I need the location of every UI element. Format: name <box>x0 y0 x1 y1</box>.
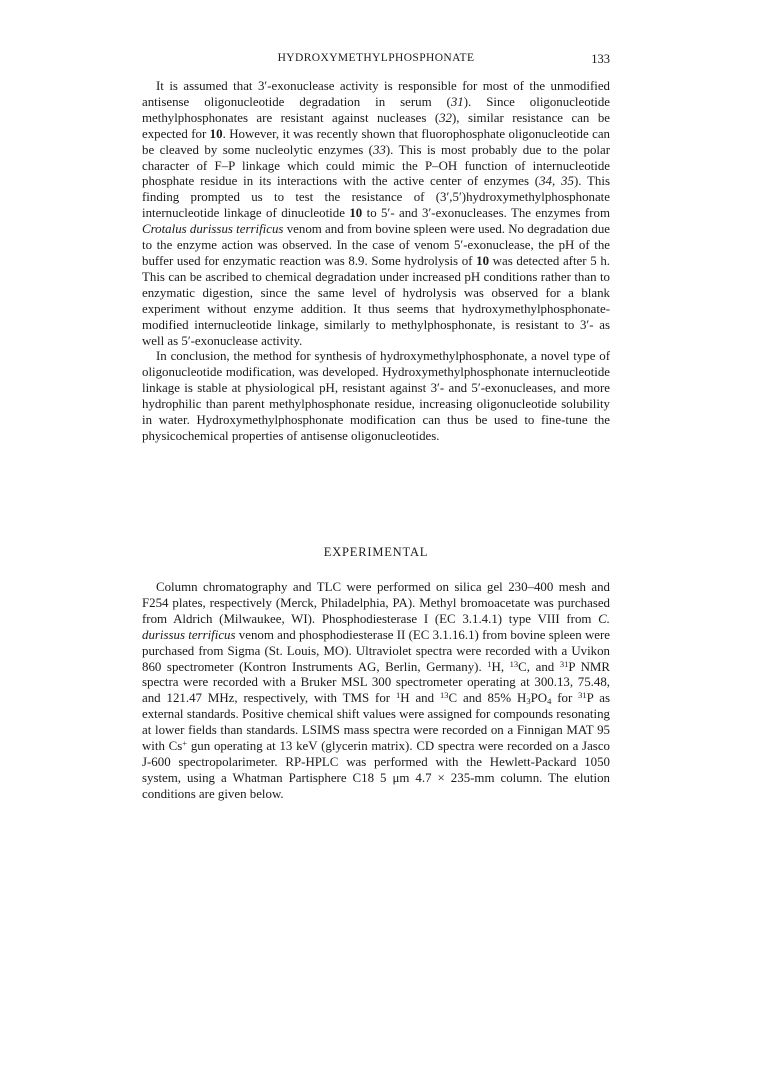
ion-charge: + <box>182 738 188 749</box>
text-run: H and <box>400 691 440 706</box>
reference: 31 <box>450 94 464 109</box>
text-run: C, and <box>518 659 560 674</box>
text-run: C and 85% H <box>448 691 527 706</box>
species-name: Crotalus durissus terrificus <box>142 222 284 237</box>
text-run: ). This is most probably due to the polar character of F–P linkage which could mimic the P–OH function of internucleotide phosphate residue in its interactions with the active center of enzymes ( <box>142 142 610 189</box>
reference: 34, 35 <box>539 174 574 189</box>
text-run: was detected after 5 h. This can be ascribed to chemical degradation under increased pH conditions rather than to enzymatic digestion, since the same level of hydrolysis was observed for a blank experiment without enzyme addition. It thus seems that hydroxymethylphosphonate-modified internucleotide linkage, similarly to methylphosphonate, is resistant to 3′- as well as 5′-exonuclease activity. <box>142 253 610 348</box>
isotope-mass: 13 <box>439 690 449 701</box>
paragraph-nuclease-resistance <box>142 79 610 349</box>
text-run: It is assumed that 3′-exonuclease activity is responsible for most of the unmodified antisense oligonucleotide degradation in serum ( <box>142 79 610 109</box>
text-run: for <box>551 691 579 706</box>
text-run: Column chromatography and TLC were performed on silica gel 230–400 mesh and F254 plates, respectively (Merck, Philadelphia, PA). Methyl bromoacetate was purchased from Aldrich (Milwaukee, WI). Phosphodiesterase I (EC 3.1.4.1) type VIII from <box>142 580 610 626</box>
reference: 33 <box>372 142 386 157</box>
text-run: ), similar resistance can be expected for <box>142 110 610 141</box>
text-run: ). Since oligonucleotide methylphosphonates are resistant against nucleases ( <box>142 94 610 125</box>
text-run: P as external standards. Positive chemical shift values were assigned for compounds resonating at lower fields than standards. LSIMS mass spectra were recorded on a Finnigan MAT 95 with Cs <box>142 691 610 754</box>
text-run: gun operating at 13 keV (glycerin matrix). CD spectra were recorded on a Jasco J-600 spectropolarimeter. RP-HPLC was performed with the Hewlett-Packard 1050 system, using a Whatman Partisphere C18 5 μm 4.7 × 235-mm column. The elution conditions are given below. <box>142 739 610 801</box>
running-header <box>142 52 610 72</box>
experimental-text <box>142 580 610 803</box>
paragraph-experimental <box>142 580 610 803</box>
reference: 32 <box>439 110 452 125</box>
text-run: venom and from bovine spleen were used. No degradation due to the enzyme action was observed. In the case of venom 5′-exonuclease, the pH of the buffer used for enzymatic reaction was 8.9. Some hydrolysis of <box>142 222 610 268</box>
text-run: ). This finding prompted us to test the resistance of (3′,5′)hydroxymethylphosphonate internucleotide linkage of dinucleotide <box>142 174 610 221</box>
species-name: C. durissus terrificus <box>142 611 610 642</box>
isotope-mass: 1 <box>395 690 401 701</box>
text-run: P NMR spectra were recorded with a Bruker MSL 300 spectrometer operating at 300.13, 75.48, and 121.47 MHz, respectively, with TMS for <box>142 659 610 706</box>
page-number: 133 <box>591 52 610 66</box>
section-heading-experimental: EXPERIMENTAL <box>323 545 429 559</box>
text-run: venom and phosphodiesterase II (EC 3.1.16.1) from bovine spleen were purchased from Sigma (St. Louis, MO). Ultraviolet spectra were recorded with a Uvikon 860 spectrometer (Kontron Instruments AG, Berlin, Germany). <box>142 627 610 674</box>
subscript: 4 <box>547 696 552 707</box>
isotope-mass: 13 <box>509 658 519 669</box>
compound-number: 10 <box>349 206 363 221</box>
text-run: . However, it was recently shown that fluorophosphate oligonucleotide can be cleaved by some nucleolytic enzymes ( <box>142 126 610 157</box>
text-run: to 5′- and 3′-exonucleases. The enzymes from <box>362 206 610 221</box>
running-title: HYDROXYMETHYLPHOSPHONATE <box>277 52 475 64</box>
isotope-mass: 1 <box>487 658 492 669</box>
text-run: PO <box>530 691 548 706</box>
text-run: H, <box>491 659 510 674</box>
discussion-text <box>142 79 610 445</box>
compound-number: 10 <box>209 126 223 141</box>
compound-number: 10 <box>476 253 490 268</box>
paragraph-conclusion: In conclusion, the method for synthesis of hydroxymethylphosphonate, a novel type of oligonucleotide modification, was developed. Hydroxymethylphosphonate internucleotide linkage is stable at physiological pH, resistant against 3′- and 5′-exonucleases, and more hydrophilic than parent methylphosphonate residue, increasing oligonucleotide solubility in water. Hydroxymethylphosphonate modification can thus be used to fine-tune the physicochemical properties of antisense oligonucleotides. <box>142 349 610 443</box>
subscript: 3 <box>526 696 531 707</box>
isotope-mass: 31 <box>559 658 569 669</box>
isotope-mass: 31 <box>578 690 587 701</box>
